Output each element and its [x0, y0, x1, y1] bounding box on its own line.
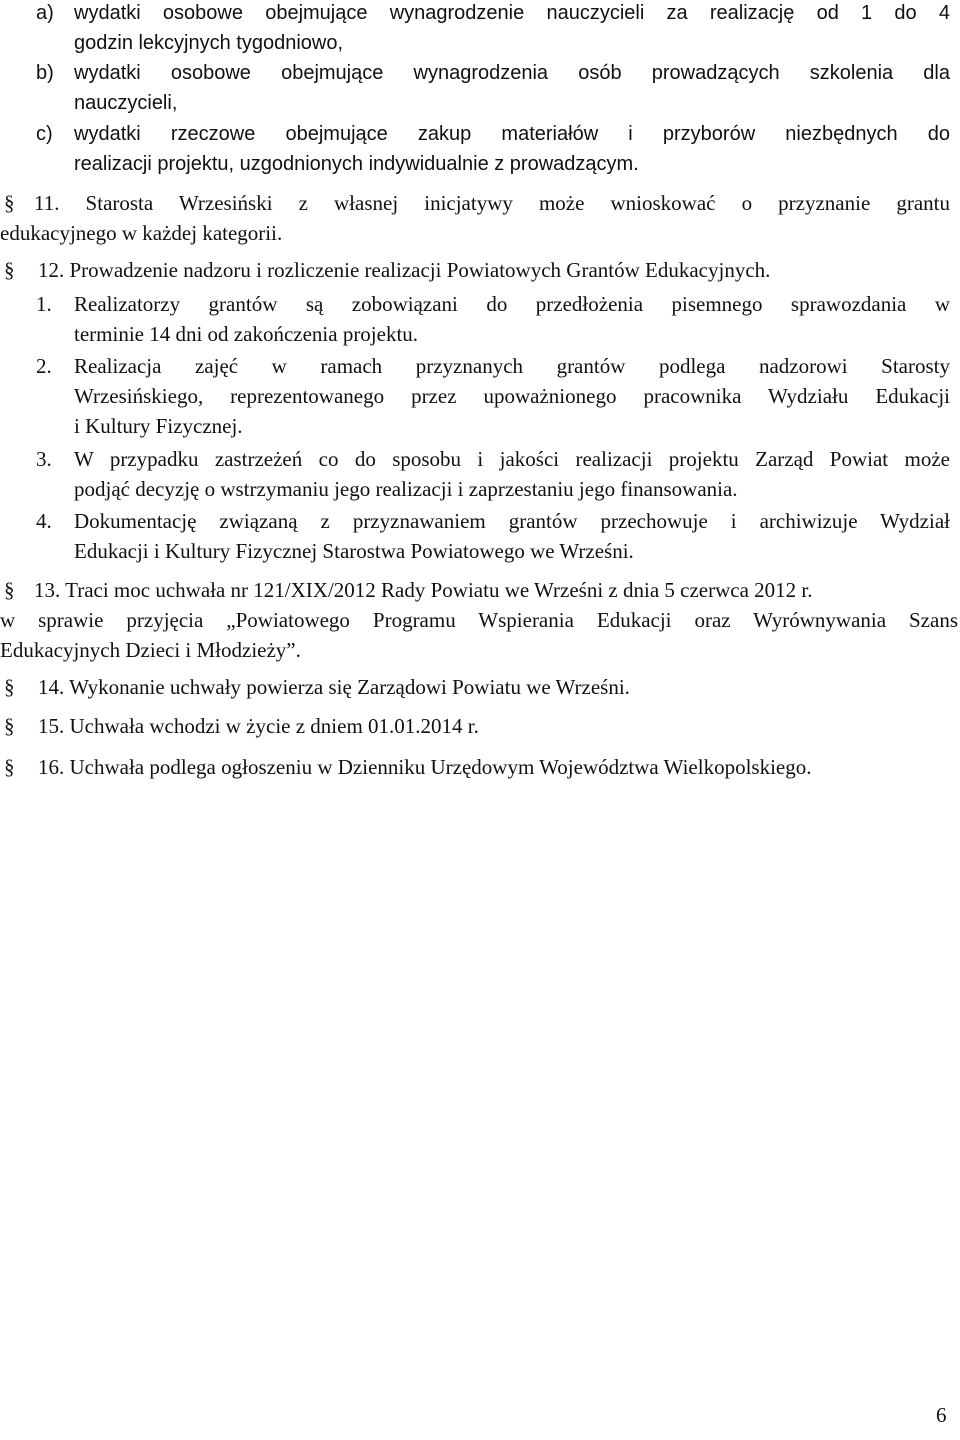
section-text-cont: edukacyjnego w każdej kategorii. — [0, 221, 283, 245]
section-14 — [4, 672, 950, 702]
list-item-c — [36, 119, 950, 179]
section-text: 14. Wykonanie uchwały powierza się Zarządowi Powiatu we Wrześni. — [38, 675, 630, 699]
list-item-label: b) — [36, 62, 54, 84]
section-symbol: § — [4, 714, 15, 738]
section-15 — [4, 711, 950, 741]
section-symbol: § — [4, 578, 15, 602]
list-item-a — [36, 0, 950, 58]
numbered-item-line: terminie 14 dni od zakończenia projektu. — [74, 322, 419, 346]
section-text: 11. Starosta Wrzesiński z własnej inicjatywy może wnioskować o przyznanie grantu — [34, 191, 950, 215]
numbered-item-line: Realizatorzy grantów są zobowiązani do przedłożenia pisemnego sprawozdania w — [74, 292, 950, 316]
list-item-line: nauczycieli, — [74, 92, 178, 114]
section-11 — [0, 188, 950, 248]
section-13 — [0, 575, 958, 665]
section-text: 16. Uchwała podlega ogłoszeniu w Dzienniku Urzędowym Województwa Wielkopolskiego. — [38, 755, 812, 779]
list-item-label: c) — [36, 123, 53, 145]
section-text-cont: Edukacyjnych Dzieci i Młodzieży”. — [0, 638, 301, 662]
numbered-item-label: 4. — [36, 509, 52, 533]
section-symbol: § — [4, 258, 15, 282]
list-item-line: realizacji projektu, uzgodnionych indywidualnie z prowadzącym. — [74, 153, 639, 175]
section-symbol: § — [4, 191, 15, 215]
numbered-item-label: 3. — [36, 447, 52, 471]
numbered-item-line: podjąć decyzję o wstrzymaniu jego realizacji i zaprzestaniu jego finansowania. — [74, 477, 738, 501]
numbered-item-label: 1. — [36, 292, 52, 316]
section-12 — [4, 255, 950, 285]
section-16 — [4, 752, 950, 782]
numbered-item-line: i Kultury Fizycznej. — [74, 414, 243, 438]
numbered-item-label: 2. — [36, 354, 52, 378]
numbered-item-line: Realizacja zajęć w ramach przyznanych grantów podlega nadzorowi Starosty — [74, 354, 950, 378]
section-text-cont: w sprawie przyjęcia „Powiatowego Programu Wspierania Edukacji oraz Wyrównywania Szans — [0, 608, 958, 632]
list-item-line: wydatki rzeczowe obejmujące zakup materiałów i przyborów niezbędnych do — [74, 123, 950, 145]
list-item-label: a) — [36, 2, 54, 24]
section-text: 13. Traci moc uchwała nr 121/XIX/2012 Rady Powiatu we Wrześni z dnia 5 czerwca 2012 r. — [34, 578, 813, 602]
section-text: 15. Uchwała wchodzi w życie z dniem 01.01.2014 r. — [38, 714, 479, 738]
section-symbol: § — [4, 675, 15, 699]
list-item-b — [36, 58, 950, 118]
list-item-line: wydatki osobowe obejmujące wynagrodzenia osób prowadzących szkolenia dla — [74, 62, 950, 84]
section-symbol: § — [4, 755, 15, 779]
numbered-item-line: Wrzesińskiego, reprezentowanego przez upoważnionego pracownika Wydziału Edukacji — [74, 384, 950, 408]
numbered-item-line: W przypadku zastrzeżeń co do sposobu i jakości realizacji projektu Zarząd Powiat może — [74, 447, 950, 471]
list-item-line: godzin lekcyjnych tygodniowo, — [74, 32, 344, 54]
numbered-item-line: Edukacji i Kultury Fizycznej Starostwa Powiatowego we Wrześni. — [74, 539, 634, 563]
list-item-line: wydatki osobowe obejmujące wynagrodzenie nauczycieli za realizację od 1 do 4 — [74, 2, 950, 24]
page-number: 6 — [936, 1403, 947, 1427]
section-text: 12. Prowadzenie nadzoru i rozliczenie realizacji Powiatowych Grantów Edukacyjnych. — [38, 258, 771, 282]
numbered-item-line: Dokumentację związaną z przyznawaniem grantów przechowuje i archiwizuje Wydział — [74, 509, 950, 533]
